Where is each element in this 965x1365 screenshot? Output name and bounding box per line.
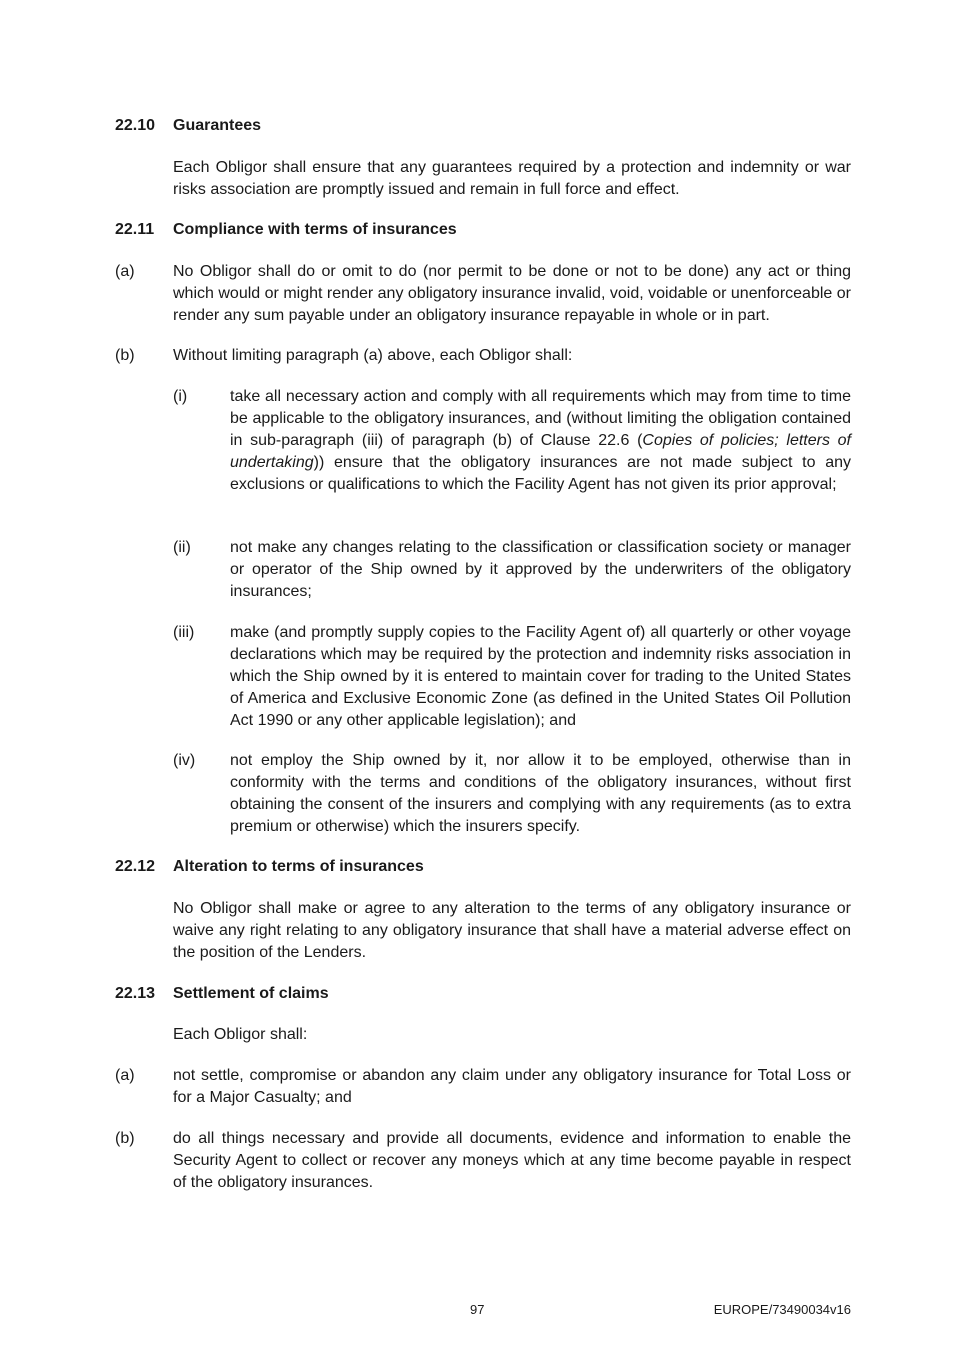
subparagraph-text: make (and promptly supply copies to the Facility Agent of) all quarterly or other voyage declarations which may be required by the protection and indemnity risks association in which the Ship owned by it is entered to maintain cover for trading to the United States of America and Exclusive Economic Zone (as defined in the United States Oil Pollution Act 1990 or any other applicable legislation); and — [230, 624, 851, 729]
subparagraph-text-part: take all necessary action and comply with all requirements which may from time to time be applicable to the obligatory insurances, and (without limiting the obligation contained in sub-paragraph (iii) of paragraph (b) of Clause 22.6 ( — [230, 388, 851, 449]
paragraph-label: (b) — [115, 347, 135, 364]
paragraph-text: Without limiting paragraph (a) above, each Obligor shall: — [173, 347, 573, 364]
section-heading: Settlement of claims — [173, 985, 329, 1002]
section-heading: Guarantees — [173, 117, 262, 134]
paragraph-text: No Obligor shall do or omit to do (nor permit to be done or not to be done) any act or thing which would or might render any obligatory insurance invalid, void, voidable or unenforceable or render any sum payable under an obligatory insurance repayable in whole or in part. — [173, 263, 851, 324]
paragraph-label: (b) — [115, 1130, 135, 1147]
document-reference: EUROPE/73490034v16 — [713, 1302, 851, 1317]
subparagraph-text-part: )) ensure that the obligatory insurances are not made subject to any exclusions or qualifications to which the Facility Agent has not given its prior approval; — [230, 454, 851, 493]
subparagraph-text: not make any changes relating to the classification or classification society or manager or operator of the Ship owned by it approved by the underwriters of the obligatory insurances; — [230, 539, 851, 600]
section-body: No Obligor shall make or agree to any alteration to the terms of any obligatory insurance or waive any right relating to any obligatory insurance that shall have a material adverse effect on the position of the Lenders. — [173, 900, 851, 961]
page-number: 97 — [470, 1302, 485, 1317]
section-heading: Compliance with terms of insurances — [173, 221, 457, 238]
section-number: 22.13 — [115, 985, 156, 1002]
section-number: 22.12 — [115, 858, 156, 875]
paragraph-label: (a) — [115, 263, 135, 280]
subparagraph-text: not employ the Ship owned by it, nor allow it to be employed, otherwise than in conformity with the terms and conditions of the obligatory insurances, without first obtaining the consent of the insurers and complying with any requirements (as to extra premium or otherwise) which the insurers specify. — [230, 752, 851, 835]
section-heading: Alteration to terms of insurances — [173, 858, 424, 875]
paragraph-label: (a) — [115, 1067, 135, 1084]
subparagraph-label: (i) — [173, 388, 188, 405]
section-number: 22.11 — [115, 221, 155, 238]
paragraph-text: do all things necessary and provide all documents, evidence and information to enable the Security Agent to collect or recover any moneys which at any time become payable in respect of the obligatory insurances. — [173, 1130, 851, 1191]
subparagraph-text — [230, 386, 851, 496]
section-body: Each Obligor shall ensure that any guarantees required by a protection and indemnity or war risks association are promptly issued and remain in full force and effect. — [173, 159, 851, 198]
subparagraph-label: (iv) — [173, 752, 196, 769]
clause-reference: Copies of policies; letters of undertaking — [230, 432, 852, 471]
section-number: 22.10 — [115, 117, 156, 134]
section-intro: Each Obligor shall: — [173, 1026, 308, 1043]
subparagraph-label: (iii) — [173, 624, 195, 641]
paragraph-text: not settle, compromise or abandon any claim under any obligatory insurance for Total Loss or for a Major Casualty; and — [173, 1067, 851, 1106]
subparagraph-label: (ii) — [173, 539, 191, 556]
